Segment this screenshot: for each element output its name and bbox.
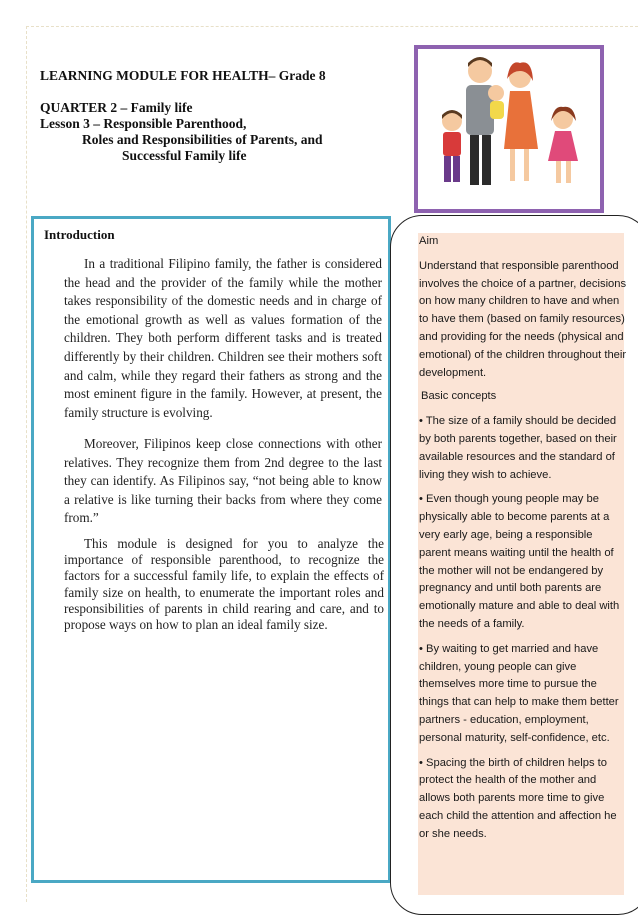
aim-sidebar xyxy=(419,233,627,844)
introduction-paragraph-3: This module is designed for you to analyze the importance of responsible parenthood, to recognize the factors for a successful family life, to explain the effects of family size on health, to enumerate the important roles and responsibilities of parents in child rearing and care, and to propose ways on how to plan an ideal family size. xyxy=(64,536,384,633)
concept-item: • The size of a family should be decided by both parents together, based on their available resources and the standard of living they wish to achieve. xyxy=(419,415,617,481)
introduction-paragraph-2: Moreover, Filipinos keep close connections with other relatives. They recognize them from 2nd degree to the last they can identify. As Filipinos say, “not being able to know a relative is like turning their backs from where they come from.” xyxy=(64,436,382,526)
concept-item: • Even though young people may be physically able to become parents at a very early age, being a responsible parent means waiting until the health of the mother will not be endangered by pregnancy and until both parents are emotionally mature and able to deal with the needs of a family. xyxy=(419,493,620,630)
basic-concepts-label: Basic concepts xyxy=(421,390,497,403)
lesson-title-line1: Lesson 3 – Responsible Parenthood, xyxy=(40,116,247,131)
introduction-paragraph-1: In a traditional Filipino family, the father is considered the head and the provider of the family while the mother takes responsibility of the domestic needs and in charge of the emotional growth as well as values formation of the children. They both perform different tasks and is treated differently by their children. Children see their mothers soft and calm, while they regard their fathers as strong and the most eminent figure in the family. However, at present, the family structure is evolving. xyxy=(64,256,382,420)
lesson-title-line3: Successful Family life xyxy=(122,148,247,163)
module-title: LEARNING MODULE FOR HEALTH– Grade 8 xyxy=(40,68,326,83)
concept-item: • By waiting to get married and have children, young people can give themselves more time to pursue the things that can help to make them better partners - education, employment, personal maturity, self-confidence, etc. xyxy=(419,642,619,744)
lesson-title-line2: Roles and Responsibilities of Parents, and xyxy=(82,132,323,147)
aim-text: Understand that responsible parenthood involves the choice of a partner, decisions on how many children to have and when to have them (based on family resources) and providing for the needs (physical and emotional) of the children throughout their development. xyxy=(419,259,627,379)
family-illustration xyxy=(414,45,604,213)
quarter-title: QUARTER 2 – Family life xyxy=(40,100,193,115)
introduction-title: Introduction xyxy=(44,227,115,242)
family-cartoon-image xyxy=(418,49,600,209)
module-header xyxy=(40,68,400,164)
introduction-box xyxy=(31,216,391,883)
aim-label: Aim xyxy=(419,235,439,247)
concept-item: • Spacing the birth of children helps to protect the health of the mother and allows both parents more time to give each child the attention and affection he or she needs. xyxy=(419,756,617,840)
